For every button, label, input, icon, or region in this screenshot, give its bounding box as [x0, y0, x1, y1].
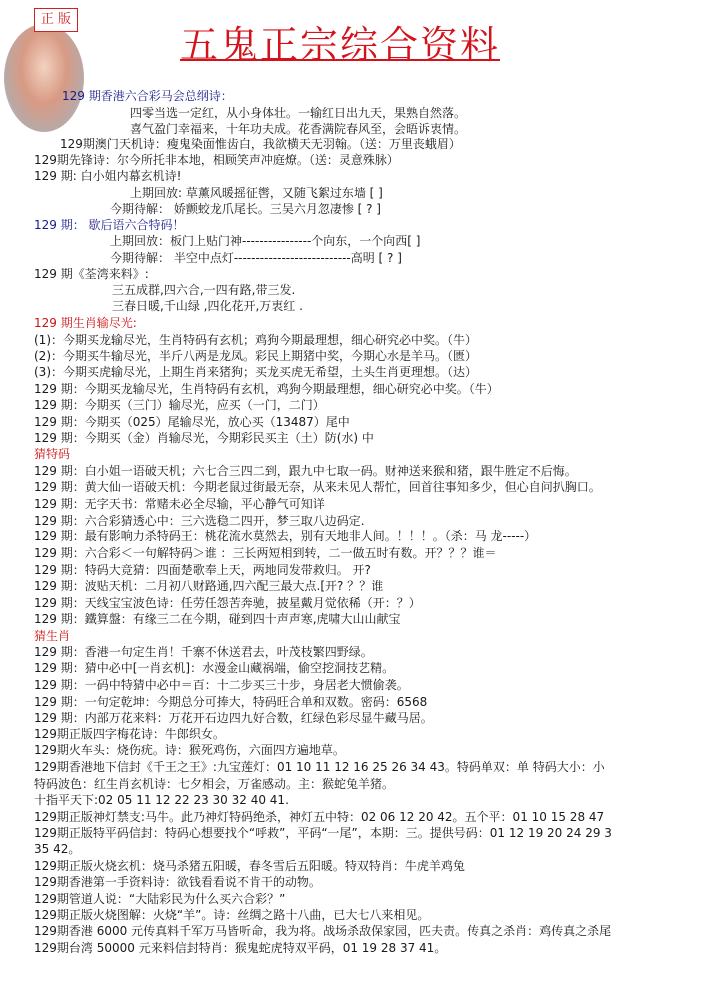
text-line: 特码波色：红生肖玄机诗：七夕相会，万雀感动。主：猴蛇兔羊猪。 [34, 777, 395, 791]
text-line: 129 期：六合彩猜透心中：三六选稳二四开，梦三取八边码定. [34, 514, 365, 528]
text-line: 129 期：波贴天机：二月初八财路通,四六配三最大点.[开? ？？谁 [34, 579, 384, 593]
text-line: 35 42。 [34, 842, 81, 856]
text-line: 129期香港第一手资料诗：欲钱看看说不肯干的动物。 [34, 875, 321, 889]
text-line: 129期澳门天机诗：瘦鬼染面惟齿白，我欲横天无羽翰。（送：万里丧蛾眉） [60, 137, 461, 151]
text-line: 129 期： 歇后语六合特码！ [34, 218, 185, 232]
text-line: 129 期：内部万花来料：万花开石边四九好合数，红绿色彩尽显牛藏马居。 [34, 711, 433, 725]
text-line: 129 期生肖输尽光: [34, 316, 137, 330]
authentic-badge: 正 版 [34, 8, 78, 32]
text-line: 129 期《荃湾来料》: [34, 267, 149, 281]
text-line: 129 期：最有影响力杀特码王：桃花流水莫然去，别有天地非人间。！！！。（杀：马 龙-----） [34, 529, 537, 543]
text-line: 129 期：今期买龙输尽光，生肖特码有玄机，鸡狗今期最理想，细心研究必中奖。（牛） [34, 382, 499, 396]
text-line: 129 期：黄大仙一语破天机：今期老鼠过街最无奈，从来未见人帮忙，回首往事知多少，但心自问扒胸口。 [34, 480, 601, 494]
text-line: 129期正版火烧图解：火烧“羊”。诗：丝绸之路十八曲，已大七八来相见。 [34, 908, 430, 922]
text-line: 129期正版火烧玄机：烧马杀猪五阳暖，春冬雪后五阳暖。特双特肖：牛虎羊鸡兔 [34, 859, 465, 873]
text-line: 129 期：六合彩＜一句解特码＞谁 ：三长两短相到转，二一做五时有数。开？？？谁＝ [34, 546, 497, 560]
text-line: 上期回放: 草薰风暖摇征辔，又随飞絮过东墙 [ ] [130, 186, 383, 200]
text-line: 猜生肖 [34, 629, 71, 643]
text-line: 129 期香港六合彩马会总纲诗： [62, 89, 233, 103]
text-line: 129 期：今期买（三门）输尽光，应买（一门，二门） [34, 398, 325, 412]
text-line: 129 期: 白小姐内幕玄机诗! [34, 169, 182, 183]
text-line: 129期香港 6000 元传真料千军万马皆听命，我为将。战场杀敌保家园，匹夫责。传真之杀肖：鸡传真之杀尾 [34, 924, 612, 938]
text-line: 129 期：一句定乾坤：今期总分可捧大，特码旺合单和双数。密码：6568 [34, 695, 428, 709]
text-line: 129 期：白小姐一语破天机；六七合三四二到，跟九中七取一码。财神送来猴和猪，跟牛胜定不后悔。 [34, 464, 577, 478]
text-line: 三五成群,四六合,一四有路,带三发. [112, 283, 296, 297]
text-line: 129 期：猜中必中[一肖玄机]：水漫金山藏祸端，偷空挖洞技艺精。 [34, 661, 395, 675]
text-line: (3)：今期买虎输尽光，上期生肖来猪狗；买龙买虎无希望，土头生肖更理想。（达） [34, 365, 478, 379]
text-line: 129期火车头：烧伤疣。诗：猴死鸡伤，六面四方遍地草。 [34, 743, 345, 757]
text-line: 129期正版神灯禁支:马牛。此乃神灯特码绝杀，神灯五中特：02 06 12 20 42。五个平：01 10 15 28 47 [34, 810, 605, 824]
text-line: 三春日暖,千山绿 ,四化花开,万衷红 . [112, 299, 303, 313]
text-line: 129期管道人说：“大陆彩民为什么买六合彩？” [34, 892, 286, 906]
text-line: 上期回放：板门上贴门神----------------个向东，一个向西[ ] [110, 234, 421, 248]
text-line: 猜特码 [34, 447, 71, 461]
text-line: 129 期：香港一句定生肖！千寨不休送君去，叶茂枝繁四野绿。 [34, 645, 373, 659]
text-line: (2)：今期买牛输尽光，半斤八两是龙凤。彩民上期猪中奖，今期心水是羊马。（匮） [34, 349, 478, 363]
text-line: (1)：今期买龙输尽光，生肖特码有玄机；鸡狗今期最理想，细心研究必中奖。（牛） [34, 333, 478, 347]
text-line: 129期先锋诗：尔今所托非本地，相顾笑声冲庭燎。（送：灵意殊脉） [34, 153, 399, 167]
text-line: 喜气盈门幸福来，十年功夫成。花香满院春风至，会晤诉衷情。 [130, 122, 467, 136]
text-line: 129期正版特平码信封：特码心想要找个“呼救”，平码“一尾”，本期：三。提供号码：01 12 19 20 24 29 3 [34, 826, 612, 840]
text-line: 今期待解： 半空中点灯---------------------------高明 [ ? ] [110, 251, 402, 265]
page-title: 五鬼正宗综合资料 [179, 23, 500, 67]
text-line: 129期香港地下信封《千王之王》:九宝莲灯：01 10 11 12 16 25 26 34 43。特码单双：单 特码大小：小 [34, 760, 605, 774]
text-line: 今期待解： 娇颤蛟龙爪尾长。三吴六月忽凄惨 [ ? ] [110, 202, 381, 216]
text-line: 129 期：天线宝宝波色诗：任劳任怨苦奔驰，披星戴月觉依稀（开：？） [34, 596, 421, 610]
text-line: 129期正版四字梅花诗：牛郎织女。 [34, 727, 225, 741]
text-line: 129 期：一码中特猜中必中＝百：十二步买三十步，身居老大惯偷袭。 [34, 678, 409, 692]
text-line: 129期台湾 50000 元来料信封特肖：猴鬼蛇虎特双平码，01 19 28 37 41。 [34, 941, 447, 955]
text-line: 129 期：今期买（025）尾输尽光，放心买（13487）尾中 [34, 415, 350, 429]
text-line: 四零当选一定红，从小身体壮。一输红日出九天，果熟自然落。 [130, 106, 467, 120]
text-line: 129 期：特码大竞猜：四面楚歌奉上天，两地同发带救归。 开? [34, 563, 371, 577]
portrait-avatar [4, 24, 84, 132]
text-line: 129 期：无字天书：常赌未必全尽输，平心静气可知详 [34, 497, 325, 511]
text-line: 129 期：今期买（金）肖输尽光，今期彩民买主（土）防(水) 中 [34, 431, 374, 445]
text-line: 十指平天下:02 05 11 12 22 23 30 32 40 41. [34, 793, 289, 807]
text-line: 129 期：鐵算盤：有缘三二在今期，碰到四十声声寒,虎啸大山山献宝 [34, 612, 401, 626]
